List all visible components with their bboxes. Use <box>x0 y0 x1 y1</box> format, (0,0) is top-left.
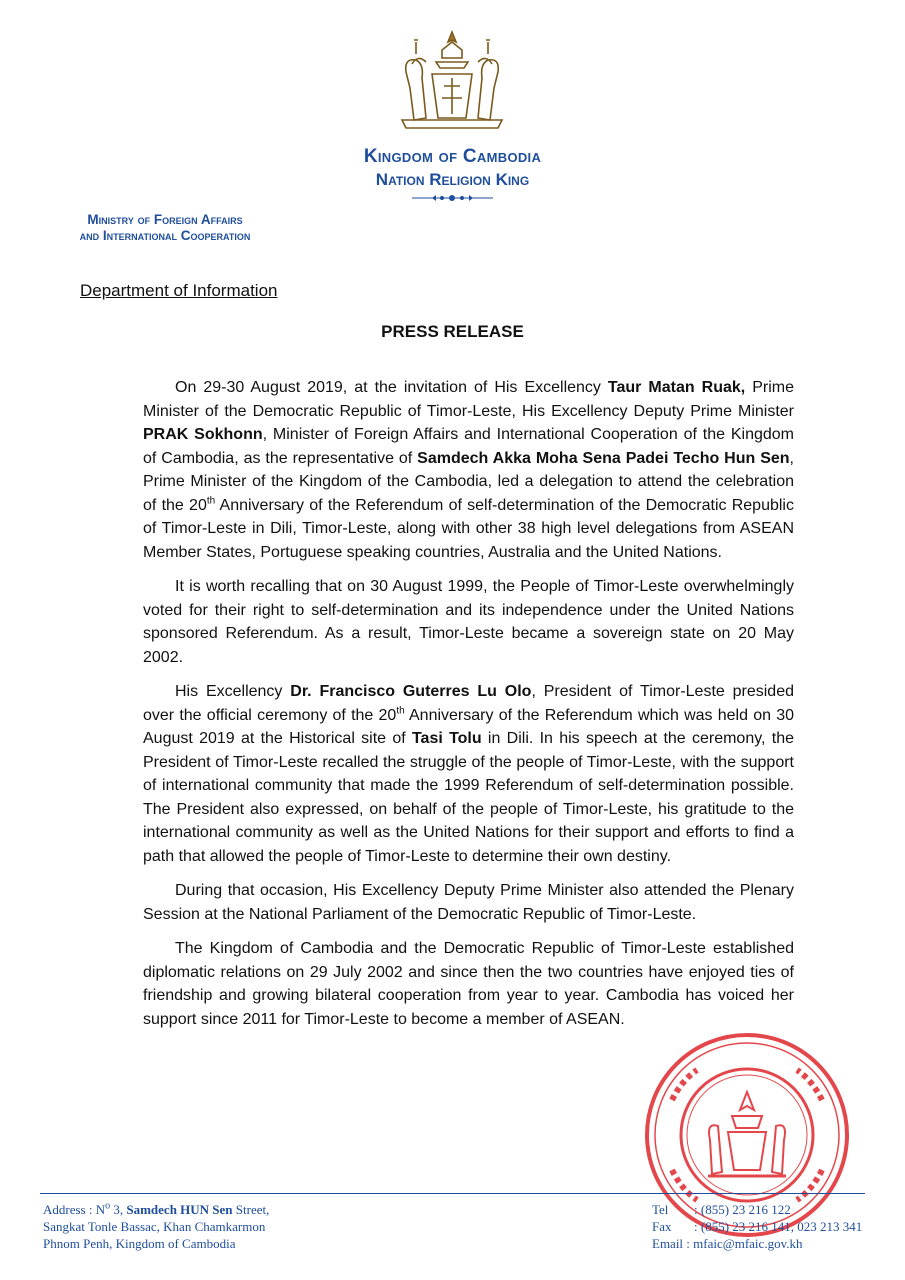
email-value[interactable]: : mfaic@mfaic.gov.kh <box>686 1236 803 1251</box>
department-heading: Department of Information <box>80 281 278 300</box>
address-street-suffix: Street, <box>232 1202 270 1217</box>
address-line-1 <box>43 1201 269 1218</box>
p3-bold-place: Tasi Tolu <box>411 730 482 747</box>
ministry-line-1: Ministry of Foreign Affairs <box>87 212 243 227</box>
p1-text-d: , Minister of Foreign Affairs and International Cooperation of the Kingdom of Cambodia, as the representative of <box>143 426 794 467</box>
tel-row <box>652 1201 862 1218</box>
paragraph-4: During that occasion, His Excellency Deputy Prime Minister also attended the Plenary Session at the National Parliament of the Democratic Republic of Timor-Leste. <box>143 882 794 923</box>
address-number: 3, <box>110 1202 127 1217</box>
ornament-divider-icon <box>410 192 495 204</box>
fax-value: : (855) 23 216 141, 023 213 341 <box>694 1219 863 1234</box>
footer-divider <box>40 1193 865 1194</box>
p1-ordinal-suffix: th <box>206 495 216 507</box>
address-line-3: Phnom Penh, Kingdom of Cambodia <box>43 1236 236 1251</box>
tel-value: : (855) 23 216 122 <box>694 1202 791 1217</box>
paragraph-5: The Kingdom of Cambodia and the Democratic Republic of Timor-Leste established diplomatic relations on 29 July 2002 and since then the two countries have enjoyed ties of friendship and growing bilateral cooperation from year to year. Cambodia has voiced her support since 2011 for Timor-Leste to become a member of ASEAN. <box>143 940 794 1028</box>
p3-text-e: in Dili. In his speech at the ceremony, the President of Timor-Leste recalled the struggle of the people of Timor-Leste, with the support of international community that made the 1999 Referendum of self-determination possible. The President also expressed, on behalf of the people of Timor-Leste, his gratitude to the international community as well as the United Nations for their support and efforts to find a path that allowed the people of Timor-Leste to determine their own destiny. <box>143 730 794 865</box>
p3-text-c: , President of Timor-Leste presided over the official ceremony of the 20 <box>143 683 794 724</box>
paragraph-3 <box>143 680 794 868</box>
email-label: Email <box>652 1236 684 1251</box>
email-row <box>652 1235 862 1252</box>
p3-bold-name-1: Dr. Francisco Guterres Lu Olo <box>290 683 532 700</box>
address-line-2: Sangkat Tonle Bassac, Khan Chamkarmon <box>43 1219 266 1234</box>
royal-coat-of-arms-icon <box>396 28 508 136</box>
p1-text-f: Anniversary of the Referendum of self-determination of the Democratic Republic of Timor-Leste in Dili, Timor-Leste, along with other 38 high level delegations from ASEAN Member States, Portuguese speaking countries, Australia and the United Nations. <box>143 496 794 561</box>
p1-text-a: On 29-30 August 2019, at the invitation of His Excellency <box>175 379 608 396</box>
address-street-name: Samdech HUN Sen <box>126 1202 233 1217</box>
ministry-name <box>40 212 290 244</box>
document-title: PRESS RELEASE <box>381 322 524 341</box>
footer-address <box>43 1201 269 1252</box>
address-number-sup: o <box>105 1200 111 1212</box>
p3-ordinal-suffix: th <box>396 705 405 717</box>
press-release-body <box>143 376 794 1042</box>
p1-bold-name-1: Taur Matan Ruak, <box>607 379 746 396</box>
p3-text-a: His Excellency <box>175 683 291 700</box>
paragraph-2: It is worth recalling that on 30 August 1999, the People of Timor-Leste overwhelmingly voted for their right to self-determination and its independence under the United Nations sponsored Referendum. As a result, Timor-Leste became a sovereign state on 20 May 2002. <box>143 578 794 666</box>
paragraph-1 <box>143 376 794 564</box>
p1-text-c: Prime Minister of the Democratic Republic of Timor-Leste, His Excellency Deputy Prime Minister <box>143 379 795 420</box>
kingdom-title: Kingdom of Cambodia <box>363 146 542 167</box>
p1-bold-name-2: PRAK Sokhonn <box>143 426 263 443</box>
national-motto: Nation Religion King <box>375 170 530 189</box>
fax-row <box>652 1218 862 1235</box>
tel-label: Tel <box>652 1202 669 1217</box>
ministry-line-2: and International Cooperation <box>79 228 251 243</box>
p1-text-e: , Prime Minister of the Kingdom of the Cambodia, led a delegation to attend the celebration of the 20 <box>143 449 794 514</box>
fax-label: Fax <box>652 1219 672 1234</box>
p1-bold-name-3: Samdech Akka Moha Sena Padei Techo Hun Sen <box>417 449 790 467</box>
p3-text-d: Anniversary of the Referendum which was held on 30 August 2019 at the Historical site of <box>143 706 794 747</box>
address-prefix: Address : N <box>43 1202 106 1217</box>
footer-contact <box>652 1201 862 1252</box>
